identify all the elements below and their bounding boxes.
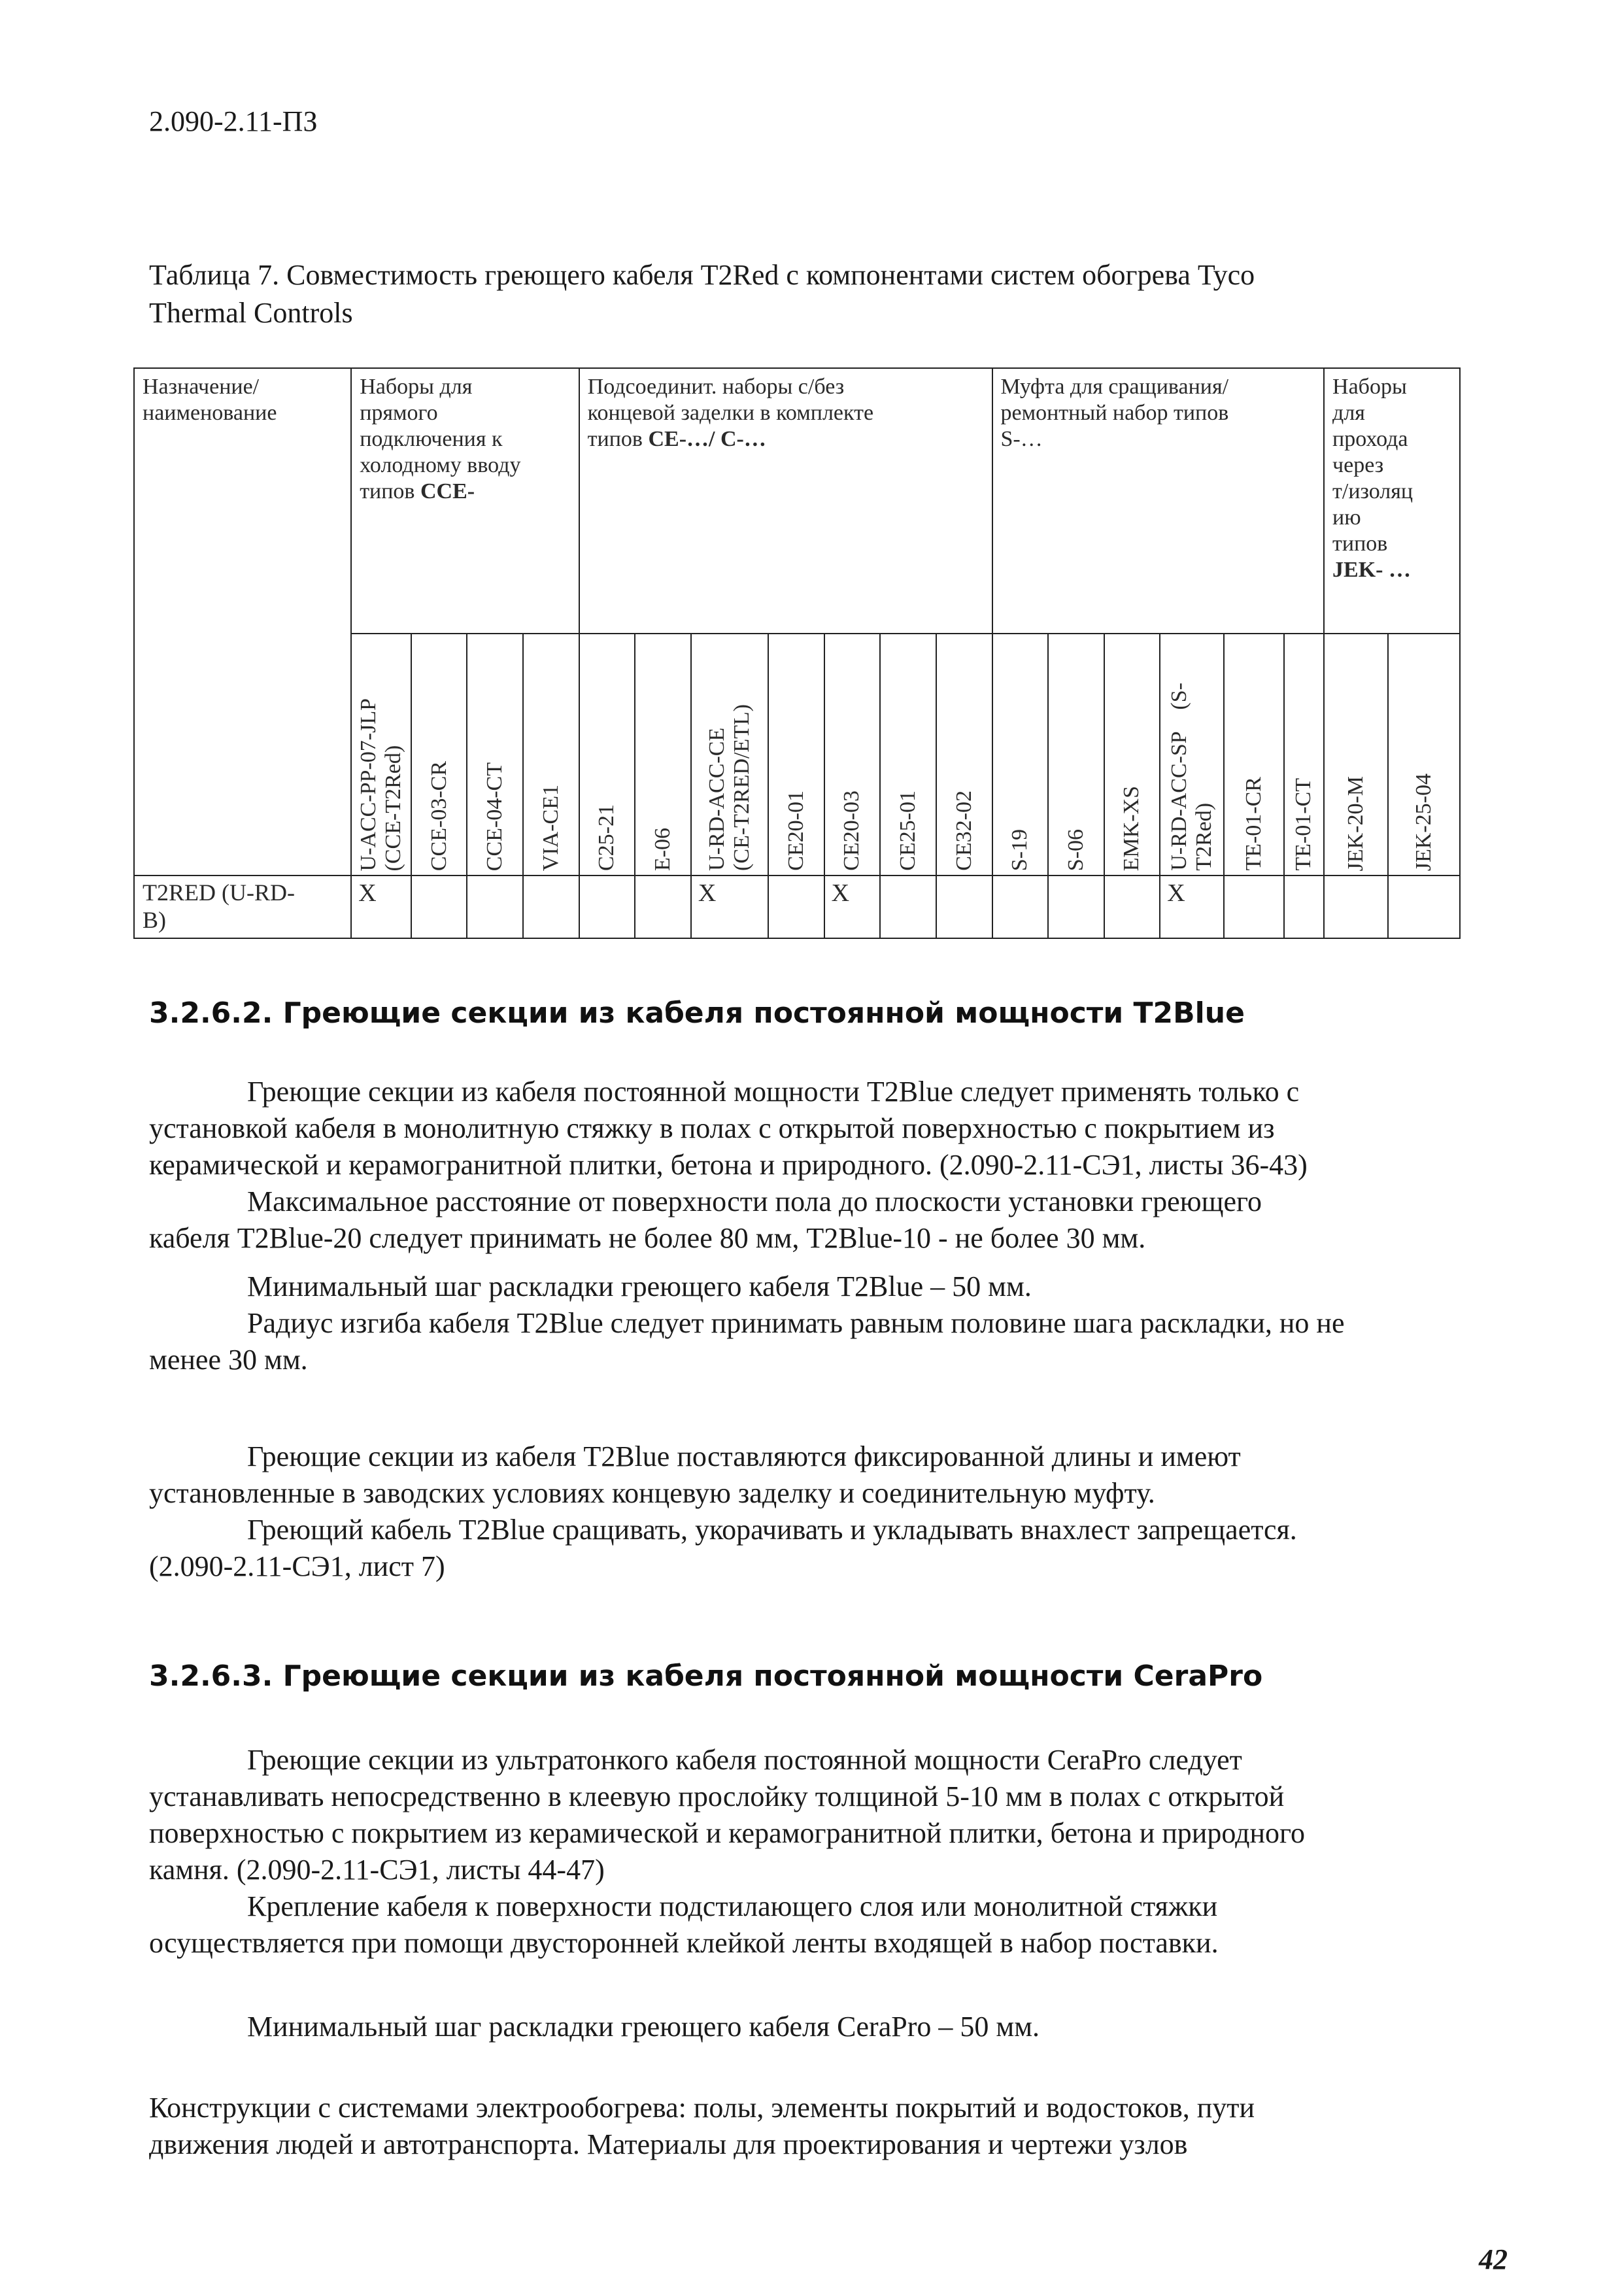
column-label: U-ACC-PP-07-JLP (CCE-T2Red): [356, 698, 406, 871]
column-header: [768, 634, 824, 876]
header-line: [1332, 557, 1451, 583]
text-line: [149, 1305, 1509, 1342]
compat-mark: [411, 876, 467, 938]
footer-note: [149, 2090, 1509, 2163]
column-label: JEK-20-M: [1343, 775, 1368, 871]
text: Минимальный шаг раскладки греющего кабеля T2Blue – 50 мм.: [247, 1270, 1032, 1302]
text-line: [149, 1438, 1509, 1475]
compat-mark: [1224, 876, 1284, 938]
header-type-code: CE-…/ С-…: [648, 427, 766, 451]
compat-mark: [579, 876, 635, 938]
header-line: [588, 426, 984, 452]
group-header-cce: [351, 368, 579, 634]
header-line: Муфта для сращивания/: [1000, 375, 1229, 399]
header-line: ремонтный набор типов: [1000, 401, 1229, 425]
section-heading: 3.2.6.2. Греющие секции из кабеля постоянной мощности T2Blue: [149, 996, 1245, 1030]
compat-mark: [768, 876, 824, 938]
text-line: установкой кабеля в монолитную стяжку в полах с открытой поверхностью с покрытием из: [149, 1112, 1275, 1144]
paragraph: [149, 1074, 1509, 1257]
column-header: [351, 634, 411, 876]
header-line: прямого: [360, 401, 438, 425]
header-line: Назначение/: [143, 375, 260, 399]
header-type-code: CCE-: [420, 479, 475, 503]
text-line: камня. (2.090-2.11-СЭ1, листы 44-47): [149, 1854, 605, 1886]
text-line: менее 30 мм.: [149, 1344, 308, 1376]
header-line: типов: [1332, 532, 1388, 556]
text-line: Конструкции с системами электрообогрева: полы, элементы покрытий и водостоков, пути: [149, 2092, 1255, 2124]
text-line: [149, 2009, 1509, 2045]
text-line: [149, 1074, 1509, 1110]
text-line: керамической и керамогранитной плитки, бетона и природного. (2.090-2.11-СЭ1, листы 36-43): [149, 1149, 1308, 1181]
column-header: [467, 634, 523, 876]
table-row: [134, 876, 1460, 938]
compat-mark: X: [351, 876, 411, 938]
paragraph: [149, 1742, 1509, 1962]
column-header: [1284, 634, 1324, 876]
compat-mark: [523, 876, 579, 938]
row-name: [134, 876, 351, 938]
column-label: CE32-02: [951, 790, 976, 871]
column-header: [824, 634, 881, 876]
text: Радиус изгиба кабеля T2Blue следует принимать равным половине шага раскладки, но не: [247, 1307, 1345, 1339]
caption-line: Таблица 7. Совместимость греющего кабеля T2Red с компонентами систем обогрева Tyco: [149, 259, 1255, 291]
column-header: [1388, 634, 1460, 876]
page-number: 42: [1479, 2243, 1508, 2275]
column-label: VIA-CE1: [538, 784, 563, 871]
compat-mark: [1104, 876, 1160, 938]
text-line: кабеля T2Blue-20 следует принимать не более 80 мм, T2Blue-10 - не более 30 мм.: [149, 1222, 1146, 1254]
group-header-row: [134, 368, 1460, 634]
compat-mark: X: [1160, 876, 1224, 938]
column-label: CCE-03-CR: [426, 760, 451, 871]
paragraph: [149, 1438, 1509, 1585]
text: Греющие секции из ультратонкого кабеля постоянной мощности CeraPro следует: [247, 1744, 1242, 1776]
compatibility-table: [133, 367, 1461, 939]
header-line: Наборы: [1332, 375, 1407, 399]
text-line: [149, 1512, 1509, 1548]
column-header: [635, 634, 691, 876]
column-header: [523, 634, 579, 876]
text-line: устанавливать непосредственно в клеевую прослойку толщиной 5-10 мм в полах с открытой: [149, 1780, 1285, 1812]
column-label: JEK-25-04: [1411, 773, 1436, 871]
purpose-header: [134, 368, 351, 876]
column-label: TE-01-CT: [1291, 778, 1316, 871]
compat-mark: [1048, 876, 1104, 938]
caption-line: Thermal Controls: [149, 297, 353, 329]
column-label: C25-21: [594, 804, 619, 871]
column-label: S-19: [1007, 828, 1032, 871]
header-line: наименование: [143, 401, 277, 425]
text: Крепление кабеля к поверхности подстилающего слоя или монолитной стяжки: [247, 1890, 1218, 1922]
text: Греющий кабель T2Blue сращивать, укорачивать и укладывать внахлест запрещается.: [247, 1514, 1297, 1546]
header-line: S-…: [1000, 427, 1043, 451]
compat-mark: X: [824, 876, 881, 938]
header-line: Наборы для: [360, 375, 473, 399]
column-header: [1160, 634, 1224, 876]
column-header: [936, 634, 992, 876]
group-header-s: [992, 368, 1325, 634]
text-line: [149, 1742, 1509, 1778]
column-header: [992, 634, 1049, 876]
text: Греющие секции из кабеля T2Blue поставляются фиксированной длины и имеют: [247, 1440, 1241, 1472]
text-line: [149, 1268, 1509, 1305]
text-line: поверхностью с покрытием из керамической и керамогранитной плитки, бетона и природного: [149, 1817, 1305, 1849]
row-name-line: T2RED (U-RD-: [143, 879, 295, 906]
compat-mark: [936, 876, 992, 938]
group-header-ce: [579, 368, 992, 634]
header-line: т/изоляц: [1332, 479, 1413, 503]
compat-mark: [635, 876, 691, 938]
column-label: EMK-XS: [1119, 785, 1144, 871]
document-code: 2.090-2.11-ПЗ: [149, 105, 318, 137]
compat-mark: [1388, 876, 1460, 938]
column-header: [1048, 634, 1104, 876]
header-line: через: [1332, 453, 1384, 477]
text-line: установленные в заводских условиях концевую заделку и соединительную муфту.: [149, 1477, 1155, 1509]
column-header: [1104, 634, 1160, 876]
column-label: S-06: [1063, 828, 1088, 871]
compat-mark: X: [691, 876, 768, 938]
header-line: холодному вводу: [360, 453, 521, 477]
header-line: прохода: [1332, 427, 1408, 451]
compat-mark: [467, 876, 523, 938]
header-text: типов: [360, 479, 420, 503]
text: Максимальное расстояние от поверхности пола до плоскости установки греющего: [247, 1185, 1262, 1217]
column-label: CE20-01: [783, 790, 808, 871]
column-header: [579, 634, 635, 876]
text-line: (2.090-2.11-СЭ1, лист 7): [149, 1550, 445, 1582]
header-text: типов: [587, 427, 649, 451]
header-line: для: [1332, 401, 1365, 425]
header-line: концевой заделки в комплекте: [587, 401, 874, 425]
group-header-jek: [1324, 368, 1460, 634]
column-header: [1324, 634, 1388, 876]
text-line: [149, 1183, 1509, 1220]
text: Минимальный шаг раскладки греющего кабеля CeraPro – 50 мм.: [247, 2011, 1040, 2043]
text-line: движения людей и автотранспорта. Материалы для проектирования и чертежи узлов: [149, 2128, 1188, 2160]
column-label: U-RD-ACC-CE (CE-T2RED/ETL): [704, 704, 754, 871]
compat-mark: [1284, 876, 1324, 938]
paragraph: [149, 1268, 1509, 1378]
header-line: подключения к: [360, 427, 503, 451]
column-label: U-RD-ACC-SP (S- T2Red): [1167, 683, 1217, 871]
column-label: CE25-01: [896, 790, 921, 871]
column-label: TE-01-CR: [1241, 777, 1266, 871]
column-label: CCE-04-CT: [482, 762, 507, 871]
column-header: [1224, 634, 1284, 876]
header-line: Подсоединит. наборы с/без: [587, 375, 845, 399]
text-line: осуществляется при помощи двусторонней клейкой ленты входящей в набор поставки.: [149, 1927, 1219, 1959]
text-line: [149, 1888, 1509, 1925]
compat-mark: [880, 876, 936, 938]
compat-mark: [992, 876, 1049, 938]
header-line: ию: [1332, 505, 1361, 530]
column-label: E-06: [651, 827, 675, 871]
paragraph: [149, 2009, 1509, 2045]
column-label: CE20-03: [839, 790, 864, 871]
text: Греющие секции из кабеля постоянной мощности T2Blue следует применять только с: [247, 1076, 1300, 1108]
section-heading: 3.2.6.3. Греющие секции из кабеля постоянной мощности CeraPro: [149, 1659, 1263, 1693]
row-name-line: B): [143, 907, 166, 933]
column-header: [880, 634, 936, 876]
column-header: [411, 634, 467, 876]
header-type-code: JEK- …: [1332, 558, 1411, 582]
header-line: [360, 479, 570, 505]
column-header: [691, 634, 768, 876]
compat-mark: [1324, 876, 1388, 938]
table-caption: [149, 256, 1457, 332]
